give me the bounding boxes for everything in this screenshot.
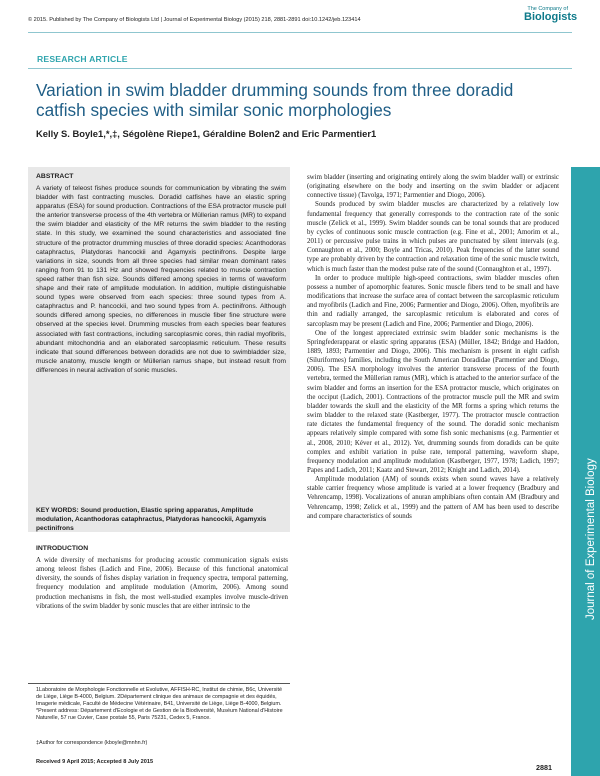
footnote-rule bbox=[28, 683, 290, 684]
publisher-logo bbox=[524, 6, 578, 30]
abstract-text: A variety of teleost fishes produce sounds for communication by vibrating the swim bladder with fast contracting muscles. Doradid catfishes have an elastic spring apparatus (ESA) for sound production. Contractions of the ESA protractor muscle pull the anterior transverse process of the 4th vertebra or Müllerian ramus (MR) to expand the swim bladder and elasticity of the MR returns the swim bladder to the resting state. In this study, we examined the sound characteristics and associated fine structure of the protractor drumming muscles of three doradid species: Acanthodoras cataphractus, Platydoras hancockii and Agamyxis pectinifrons. Despite large variations in size, sounds from all three species had similar mean dominant rates ranging from 91 to 131 Hz and showed frequencies related to muscle contraction speed rather than fish size. Sounds differed among species in terms of waveform shape and their rate of amplitude modulation. In addition, multiple distinguishable sound types were observed from each species: three sound types from A. cataphractus and P. hancockii, and two sound types from A. pectinifrons. Although sounds differed among species, no differences in muscle fiber fine structure were observed at the species level. Drumming muscles from each species bear features associated with fast contractions, including sarcoplasmic cores, thin radial myofibrils, abundant mitochondria and an elaborated sarcoplasmic reticulum. These results indicate that sound differences between doradids are not due to swimbladder size, muscle anatomy, muscle length or Müllerian ramus shape, but instead result from differences in neural activation of sonic muscles. bbox=[36, 185, 286, 374]
article-title: Variation in swim bladder drumming sounds from three doradid catfish species with similar sonic morphologies bbox=[36, 80, 514, 120]
intro-text: A wide diversity of mechanisms for producing acoustic communication signals exists among teleost fishes (Ladich and Fine, 2006). Because of this functional anatomical diversity, the sounds of fishes display variation in frequency spectra, temporal patterning, frequency modulation and amplitude modulation (Amorim, 2006). Among sound production mechanisms in fish, the most well-studied examples involve muscle-driven vibrations of the swim bladder by sonic muscles that are either intrinsic to the bbox=[36, 557, 288, 610]
author-list: Kelly S. Boyle1,*,‡, Ségolène Riepe1, Géraldine Bolen2 and Eric Parmentier1 bbox=[36, 128, 377, 139]
citation-line: © 2015. Published by The Company of Biologists Ltd | Journal of Experimental Biology (2015) 218, 2881-2891 doi:10.1242/jeb.123414 bbox=[28, 17, 361, 23]
header-rule bbox=[28, 32, 572, 33]
page-number: 2881 bbox=[536, 763, 552, 772]
journal-side-title: Journal of Experimental Biology bbox=[585, 458, 597, 620]
intro-heading: INTRODUCTION bbox=[36, 545, 89, 552]
section-rule bbox=[28, 68, 572, 69]
keywords: KEY WORDS: Sound production, Elastic spring apparatus, Amplitude modulation, Acanthodoras cataphractus, Platydoras hancockii, Agamyxis pectinifrons bbox=[36, 507, 267, 533]
right-column bbox=[307, 173, 559, 521]
paragraph: Amplitude modulation (AM) of sounds exists when sound waves have a relatively stable carrier frequency whose amplitude is varied at a lower frequency (Bradbury and Vehrencamp, 1998). Vocalizations of anuran amphibians often contain AM (Bradbury and Vehrencamp, 1998; Zelick et al., 1999) and the pattern of AM has been used to describe and compare characteristics of sounds bbox=[307, 476, 559, 520]
paragraph: Sounds produced by swim bladder muscles are characterized by a relatively low fundamental frequency that generally corresponds to the contraction rate of the sonic muscle (Zelick et al., 1999). Swim bladder sounds can be tonal sounds that are produced by cycles of continuous sonic muscle contraction (e.g. Fine et al., 2001; Amorim et al., 2011) or percussive pulse trains in which pulses are punctuated by silent intervals (e.g. Connaughton et al., 2000; Boyle and Tricas, 2010). Peak frequencies of the latter sound type are probably driven by the contraction and relaxation time of the sonic muscle twitch, which is much faster than the modest pulse rate of the sound (Connaughton et al., 1997). bbox=[307, 201, 559, 273]
paragraph: swim bladder (inserting and originating entirely along the swim bladder wall) or extrinsic (originating elsewhere on the body and inserting on the swim bladder or adjacent connective tissue) (Tavolga, 1971; Parmentier and Diogo, 2006). bbox=[307, 174, 559, 200]
affiliations-footnote: 1Laboratoire de Morphologie Fonctionnelle et Evolutive, AFFISH-RC, Institut de chimie, B6c, Université de Liège, Liège B-4000, Belgium. 2Département clinique des animaux de compagnie et des équidés, Imagerie médicale, Faculté de Médecine Vétérinaire, B41, Université de Liège, Liège B-4000, Belgium. *Present address: Département d'Ecologie et de Gestion de la Biodiversité, Muséum National d'Histoire Naturelle, 57 rue Cuvier, Case postale 55, Paris 75231, Cedex 5, France. bbox=[36, 687, 283, 721]
logo-small-text: The Company of bbox=[527, 6, 568, 12]
abstract-heading: ABSTRACT bbox=[36, 173, 74, 180]
paragraph: One of the longest appreciated extrinsic swim bladder sonic mechanisms is the Springfederapparat or elastic spring apparatus (ESA) (Müller, 1842; Bridge and Haddon, 1889, 1893; Parmentier and Diogo, 2006). This mechanism is present in eight catfish (Siluriformes) families, including the South American Doradidae (Parmentier and Diogo, 2006). The ESA morphology involves the anterior transverse process of the fourth vertebra, termed the Müllerian ramus (MR), which is attached to the anterior surface of the swim bladder and forms an insertion for the ESA protractor muscle, which originates on the occiput (Ladich, 2001). Contractions of the protractor muscle pull the MR and swim bladder towards the skull and the elasticity of the MR forms a spring which returns the swim bladder to the relaxed state (Kastberger, 1977). The protractor muscle contraction rate dictates the fundamental frequency of the sound. The doradid sonic mechanism appears relatively simple compared with some fish sonic mechanisms (e.g. Parmentier et al., 2008, 2010; Kéver et al., 2012). Yet, drumming sounds from doradids can be quite complex and exhibit variation in pulse rate, temporal patterning, waveform shape, frequency modulation and amplitude modulation (Kastberger, 1977, 1978; Ladich, 1997; Papes and Ladich, 2011; Kaatz and Stewart, 2012; Knight and Ladich, 2014). bbox=[307, 329, 559, 474]
paragraph: In order to produce multiple high-speed contractions, swim bladder muscles often possess a number of apomorphic features. Sonic muscle fibers tend to be small and have modifications that increase the surface area of contact between the sarcoplasmic reticulum and myofibrils (Ladich and Fine, 2006; Parmentier and Diogo, 2006). Often, myofibrils are thin and radially arranged, the sarcoplasmic reticulum is elaborated and cores of sarcoplasm may be present (Ladich and Fine, 2006; Parmentier and Diogo, 2006). bbox=[307, 274, 559, 328]
section-label: RESEARCH ARTICLE bbox=[37, 54, 128, 64]
received-dates: Received 9 April 2015; Accepted 8 July 2015 bbox=[36, 759, 154, 765]
correspondence-note: ‡Author for correspondence (kboyle@mnhn.fr) bbox=[36, 740, 148, 746]
logo-big-text: Biologists bbox=[524, 11, 578, 23]
